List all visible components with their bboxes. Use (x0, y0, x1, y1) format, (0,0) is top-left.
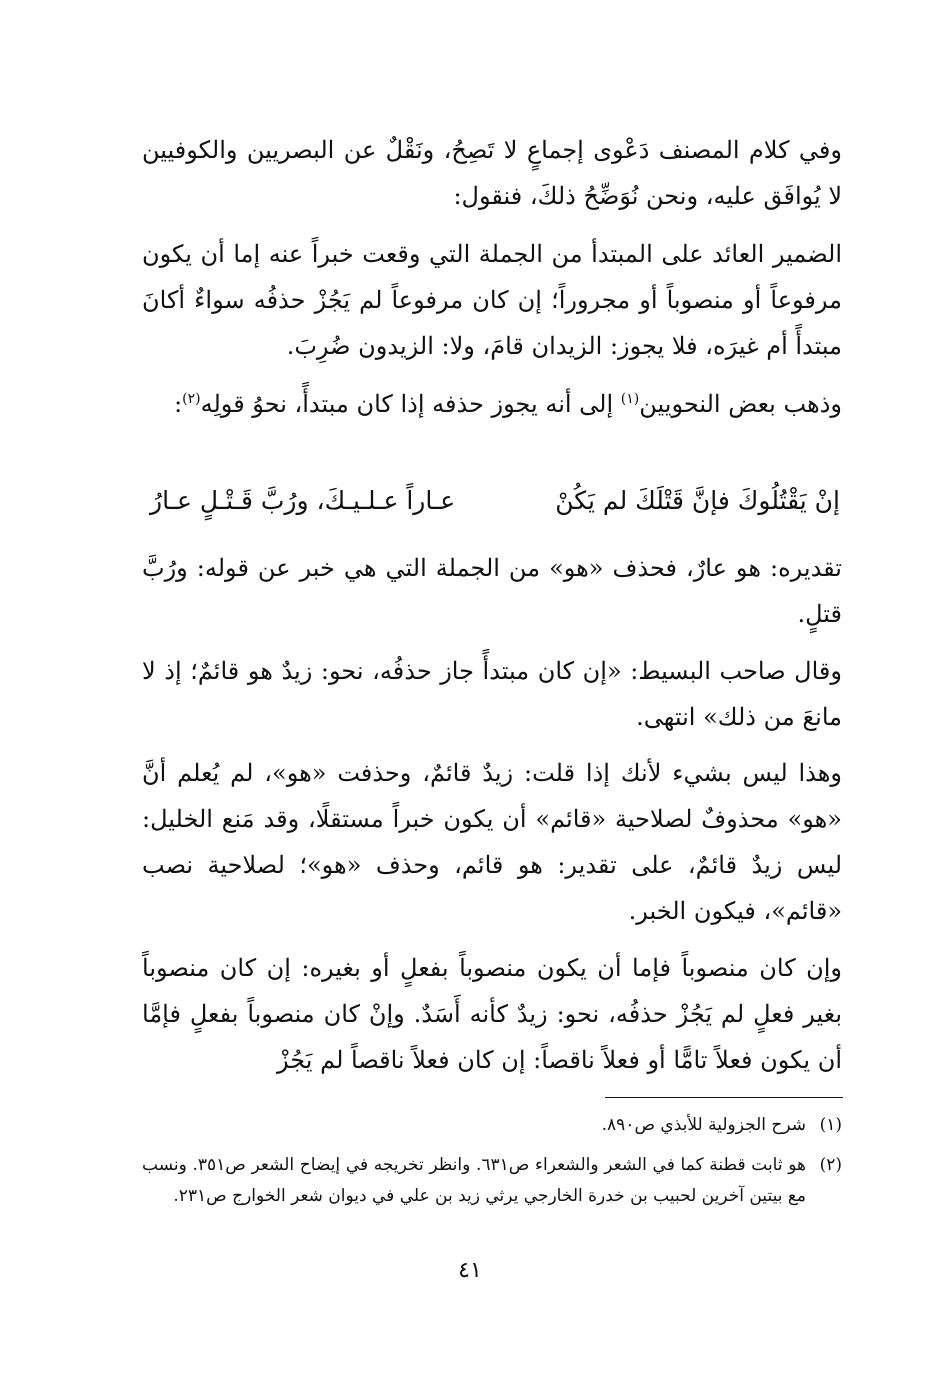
paragraph-basit-author: وقال صاحب البسيط: «إن كان مبتدأً جاز حذفُه، نحو: زيدٌ هو قائمٌ؛ إذ لا مانعَ من ذلك» انتهى. (142, 657, 842, 731)
footnote-1 (142, 1110, 842, 1141)
paragraph-grammarians-text-b: إلى أنه يجوز حذفه إذا كان مبتدأً، نحوُ قولِه (200, 390, 614, 418)
paragraph-grammarians-colon: : (174, 390, 183, 418)
footnote-1-number: (١) (819, 1115, 842, 1135)
verse-first-hemistich: إنْ يَقْتُلُوكَ فإنَّ قَتْلَكَ لم يَكُنْ (555, 486, 840, 515)
paragraph-grammarians-text-a: وذهب بعض النحويين (639, 390, 842, 418)
paragraph-intro: وفي كلام المصنف دَعْوى إجماعٍ لا تَصِحُ، ونَقْلٌ عن البصريين والكوفيين لا يُوافَق عليه، ونحن نُوَضِّحُ ذلكَ، فنقول: (142, 136, 842, 210)
paragraph-grammarians-view (142, 381, 842, 427)
footnote-separator (605, 1097, 843, 1098)
paragraph-refutation: وهذا ليس بشيء لأنك إذا قلت: زيدٌ قائمٌ، وحذفت «هو»، لم يُعلم أنَّ «هو» محذوفٌ لصلاحية «قائم» أن يكون خبراً مستقلًا، وقد مَنع الخليل: ليس زيدٌ قائمٌ، على تقدير: هو قائم، وحذف «هو»؛ لصلاحية نصب «قائم»، فيكون الخبر. (142, 759, 843, 925)
footnote-ref-2: (٢) (182, 391, 201, 407)
paragraph-estimation: تقديره: هو عارٌ، فحذف «هو» من الجملة التي هي خبر عن قوله: ورُبَّ قتلٍ. (142, 554, 842, 628)
footnote-2 (142, 1150, 842, 1212)
poetry-verse (150, 478, 840, 524)
paragraph-pronoun-rule: الضمير العائد على المبتدأ من الجملة التي وقعت خبراً عنه إما أن يكون مرفوعاً أو منصوباً أو مجروراً؛ إن كان مرفوعاً لم يَجُزْ حذفُه سواءٌ أكانَ مبتدأً أم غيرَه، فلا يجوز: الزيدان قامَ، ولا: الزيدون ضُرِبَ. (142, 240, 842, 360)
footnote-1-text: شرح الجزولية للأبذي ص٨٩٠. (601, 1115, 806, 1135)
footnote-2-text: هو ثابت قطنة كما في الشعر والشعراء ص٦٣١. وانظر تخريجه في إيضاح الشعر ص٣٥١. ونسب مع بيتين آخرين لحبيب بن خدرة الخارجي يرثي زيد بن علي في ديوان شعر الخوارج ص٢٣١. (142, 1155, 806, 1206)
verse-second-hemistich: عـاراً عـلـيـكَ، ورُبَّ قَـتْـلٍ عـارُ (150, 486, 456, 515)
footnote-ref-1: (١) (620, 391, 640, 407)
paragraph-accusative: وإن كان منصوباً فإما أن يكون منصوباً بفعلٍ أو بغيره: إن كان منصوباً بغير فعلٍ لم يَجُزْ حذفُه، نحو: زيدٌ كأنه أَسَدٌ. وإنْ كان منصوباً بفعلٍ فإمَّا أن يكون فعلاً تامًّا أو فعلاً ناقصاً: إن كان فعلاً ناقصاً لم يَجُزْ (142, 954, 842, 1074)
footnote-2-number: (٢) (819, 1155, 842, 1175)
page-number: ٤١ (458, 1258, 482, 1283)
